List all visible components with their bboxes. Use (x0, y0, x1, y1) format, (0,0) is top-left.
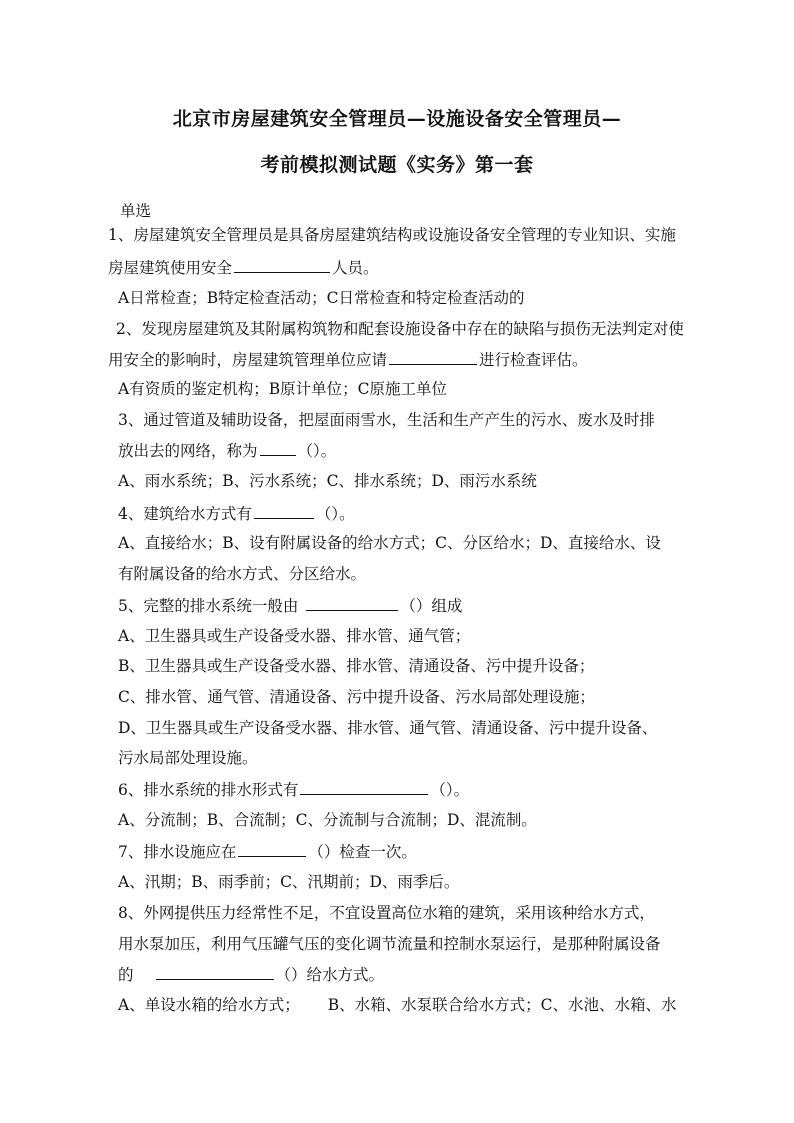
q8-options-a: A、单设水箱的给水方式； (118, 996, 300, 1014)
q5-option-a: A、卫生器具或生产设备受水器、排水管、通气管； (118, 627, 471, 645)
q7-line1-tail: （）检查一次。 (308, 843, 417, 861)
q3-line1: 3、通过管道及辅助设备，把屋面雨雪水，生活和生产产生的污水、废水及时排 (118, 411, 655, 429)
q5-option-c: C、排水管、通气管、清通设备、污中提升设备、污水局部处理设施； (118, 688, 595, 706)
q5-answer-blank (306, 594, 398, 611)
q2-line2-tail: 进行检查评估。 (479, 351, 588, 369)
q5-line1 (118, 594, 462, 617)
q4-line1-tail: （）。 (315, 505, 355, 523)
q5-option-b: B、卫生器具或生产设备受水器、排水管、清通设备、污中提升设备； (118, 657, 595, 675)
q5-line1-tail: （）组成 (400, 597, 463, 615)
q7-line1 (118, 840, 417, 863)
q8-line3 (118, 963, 384, 986)
document-title-line2: 考前模拟测试题《实务》第一套 (260, 154, 534, 176)
q8-options (118, 994, 676, 1016)
q4-answer-blank (254, 502, 314, 519)
q2-line2 (108, 348, 588, 371)
q1-line2-tail: 人员。 (332, 259, 379, 277)
document-title-line1: 北京市房屋建筑安全管理员—设施设备安全管理员— (172, 108, 622, 130)
q4-options-line2: 有附属设备的给水方式、分区给水。 (118, 565, 367, 583)
q1-line2 (108, 256, 379, 279)
q3-options: A、雨水系统；B、污水系统；C、排水系统；D、雨污水系统 (118, 472, 537, 490)
q7-options: A、汛期；B、雨季前；C、汛期前；D、雨季后。 (118, 873, 460, 891)
q1-answer-blank (234, 256, 330, 273)
q4-options-line1: A、直接给水；B、设有附属设备的给水方式；C、分区给水；D、直接给水、设 (118, 534, 661, 552)
q6-line1-tail: （）。 (430, 781, 470, 799)
q3-line2-text: 放出去的网络，称为 (118, 442, 258, 460)
q6-answer-blank (300, 778, 428, 795)
q7-line1-text: 7、排水设施应在 (118, 843, 237, 861)
q6-line1-text: 6、排水系统的排水形式有 (118, 781, 299, 799)
q3-answer-blank (260, 439, 296, 456)
q8-answer-blank (156, 963, 274, 980)
q1-line1: 1、房屋建筑安全管理员是具备房屋建筑结构或设施设备安全管理的专业知识、实施 (108, 226, 676, 244)
q2-answer-blank (389, 348, 477, 365)
q2-options: A有资质的鉴定机构；B原计单位；C原施工单位 (118, 380, 447, 398)
q3-line2 (118, 439, 336, 462)
q2-line2-text: 用安全的影响时，房屋建筑管理单位应请 (108, 351, 388, 369)
q1-options: A日常检查；B特定检查活动；C日常检查和特定检查活动的 (118, 289, 525, 307)
q4-line1-text: 4、建筑给水方式有 (118, 505, 252, 523)
q1-line2-text: 房屋建筑使用安全 (108, 259, 233, 277)
q7-answer-blank (238, 840, 306, 857)
q8-line3-text: 的 (118, 966, 134, 984)
q5-option-d-line1: D、卫生器具或生产设备受水器、排水管、通气管、清通设备、污中提升设备、 (118, 719, 658, 737)
q3-line2-tail: （）。 (297, 442, 337, 460)
q8-options-b: B、水箱、水泵联合给水方式；C、水池、水箱、水 (327, 996, 677, 1014)
q8-line3-tail: （）给水方式。 (275, 966, 385, 984)
q5-option-d-line2: 污水局部处理设施。 (118, 749, 258, 767)
q2-line1: 2、发现房屋建筑及其附属构筑物和配套设施设备中存在的缺陷与损伤无法判定对使 (116, 320, 684, 338)
q6-line1 (118, 778, 469, 801)
q8-line1: 8、外网提供压力经常性不足，不宜设置高位水箱的建筑，采用该种给水方式， (118, 904, 655, 922)
q8-line2: 用水泵加压，利用气压罐气压的变化调节流量和控制水泵运行，是那种附属设备 (118, 935, 661, 953)
q4-line1 (118, 502, 355, 525)
section-label: 单选 (120, 202, 152, 220)
q5-line1-text: 5、完整的排水系统一般由 (118, 597, 299, 615)
q6-options: A、分流制；B、合流制；C、分流制与合流制；D、混流制。 (118, 811, 537, 829)
